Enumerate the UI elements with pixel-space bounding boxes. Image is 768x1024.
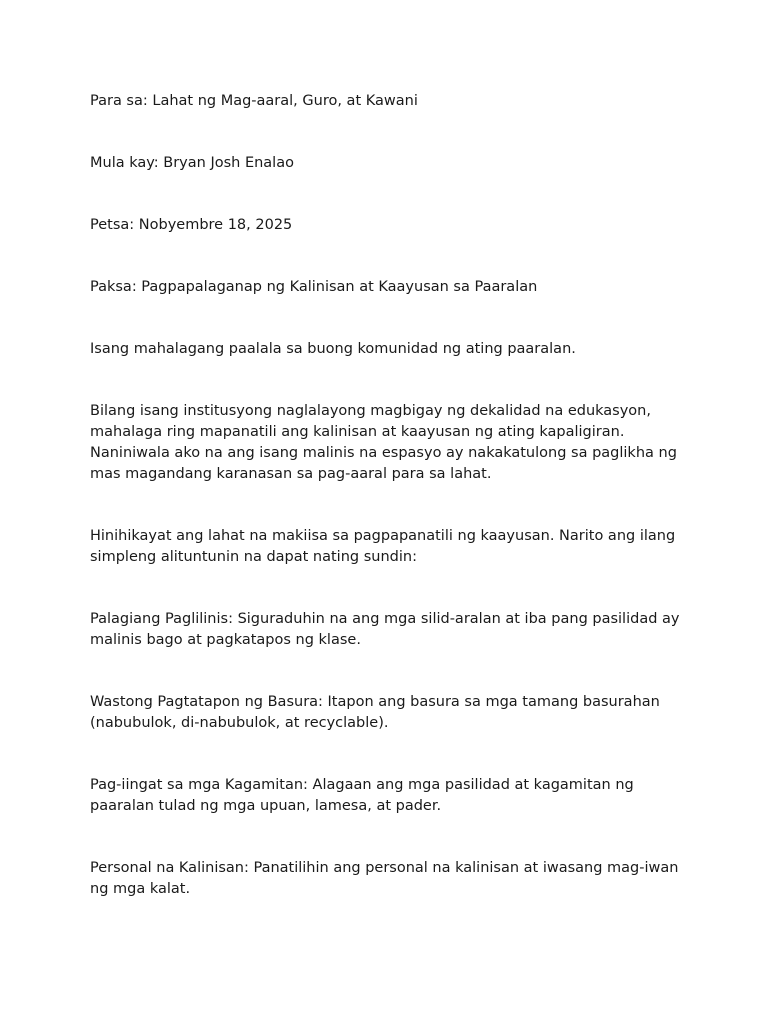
guideline-equipment-care: Pag-iingat sa mga Kagamitan: Alagaan ang mga pasilidad at kagamitan ng paaralan tulad ng mga upuan, lamesa, at pader.: [90, 777, 634, 814]
memo-body-paragraph: Hinihikayat ang lahat na makiisa sa pagpapanatili ng kaayusan. Narito ang ilang simpleng alituntunin na dapat nating sundin:: [90, 528, 676, 565]
memo-sender: Mula kay: Bryan Josh Enalao: [90, 155, 294, 171]
guideline-waste-disposal: Wastong Pagtatapon ng Basura: Itapon ang basura sa mga tamang basurahan (nabubulok, di-nabubulok, at recyclable).: [90, 694, 660, 731]
guideline-personal-hygiene: Personal na Kalinisan: Panatilihin ang personal na kalinisan at iwasang mag-iwan ng mga kalat.: [90, 860, 679, 897]
memo-document: [90, 91, 682, 941]
memo-body-paragraph: Bilang isang institusyong naglalayong magbigay ng dekalidad na edukasyon, mahalaga ring mapanatili ang kalinisan at kaayusan ng ating kapaligiran. Naniniwala ako na ang isang malinis na espasyo ay nakakatulong sa paglikha ng mas magandang karanasan sa pag-aaral para sa lahat.: [90, 403, 677, 482]
guideline-cleaning: Palagiang Paglilinis: Siguraduhin na ang mga silid-aralan at iba pang pasilidad ay malinis bago at pagkatapos ng klase.: [90, 611, 680, 648]
memo-intro: Isang mahalagang paalala sa buong komunidad ng ating paaralan.: [90, 341, 576, 357]
memo-date: Petsa: Nobyembre 18, 2025: [90, 217, 293, 233]
memo-subject: Paksa: Pagpapalaganap ng Kalinisan at Kaayusan sa Paaralan: [90, 279, 538, 295]
memo-recipient: Para sa: Lahat ng Mag-aaral, Guro, at Kawani: [90, 93, 418, 109]
